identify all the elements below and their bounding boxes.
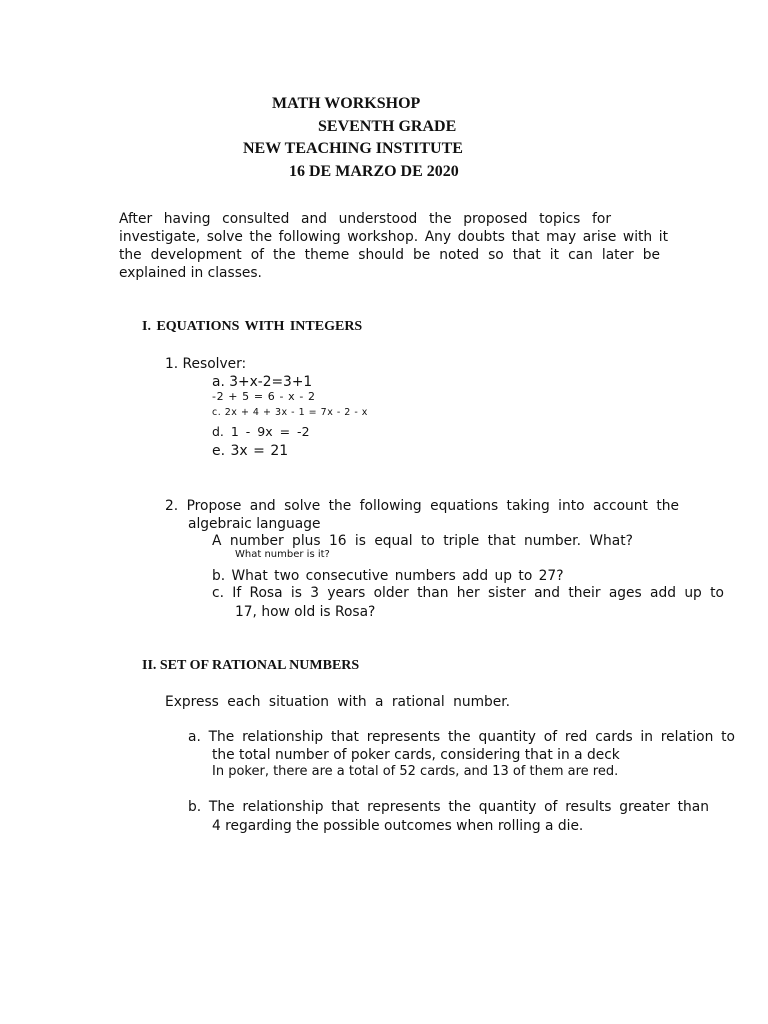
s2-item-a-line-2: the total number of poker cards, considering that in a deck: [212, 747, 620, 763]
q1-item-b: -2 + 5 = 6 - x - 2: [212, 390, 316, 403]
q1-label: 1. Resolver:: [165, 356, 247, 372]
q1-item-a: a. 3+x-2=3+1: [212, 374, 313, 390]
section-2-instruction: Express each situation with a rational number.: [165, 694, 511, 710]
q2-line-1: 2. Propose and solve the following equations taking into account the: [165, 498, 679, 514]
intro-line-4: explained in classes.: [119, 265, 262, 281]
intro-line-2: investigate, solve the following workshop. Any doubts that may arise with it: [119, 229, 668, 245]
s2-item-a-line-1: a. The relationship that represents the quantity of red cards in relation to: [188, 729, 735, 745]
q2-line-2: algebraic language: [188, 516, 321, 532]
q1-item-d: d. 1 - 9x = -2: [212, 424, 310, 439]
s2-item-b-line-1: b. The relationship that represents the quantity of results greater than: [188, 799, 709, 815]
s2-item-b-line-2: 4 regarding the possible outcomes when rolling a die.: [212, 818, 584, 834]
intro-line-1: After having consulted and understood the proposed topics for: [119, 211, 611, 227]
q2-item-b: b. What two consecutive numbers add up to 27?: [212, 568, 564, 584]
q1-item-c: c. 2x + 4 + 3x - 1 = 7x - 2 - x: [212, 407, 368, 418]
intro-line-3: the development of the theme should be noted so that it can later be: [119, 247, 660, 263]
q2-item-a-note: What number is it?: [235, 549, 330, 560]
header-grade: SEVENTH GRADE: [318, 118, 457, 135]
section-2-title: II. SET OF RATIONAL NUMBERS: [142, 658, 360, 673]
q2-item-c-line-2: 17, how old is Rosa?: [235, 604, 376, 620]
header-title: MATH WORKSHOP: [272, 95, 421, 112]
q1-item-e: e. 3x = 21: [212, 443, 289, 459]
s2-item-a-line-3: In poker, there are a total of 52 cards, and 13 of them are red.: [212, 764, 619, 779]
header-date: 16 DE MARZO DE 2020: [289, 163, 459, 180]
header-institute: NEW TEACHING INSTITUTE: [243, 140, 463, 157]
section-1-title: I. EQUATIONS WITH INTEGERS: [142, 319, 363, 334]
q2-item-c-line-1: c. If Rosa is 3 years older than her sister and their ages add up to: [212, 585, 724, 601]
q2-item-a: A number plus 16 is equal to triple that number. What?: [212, 533, 633, 549]
